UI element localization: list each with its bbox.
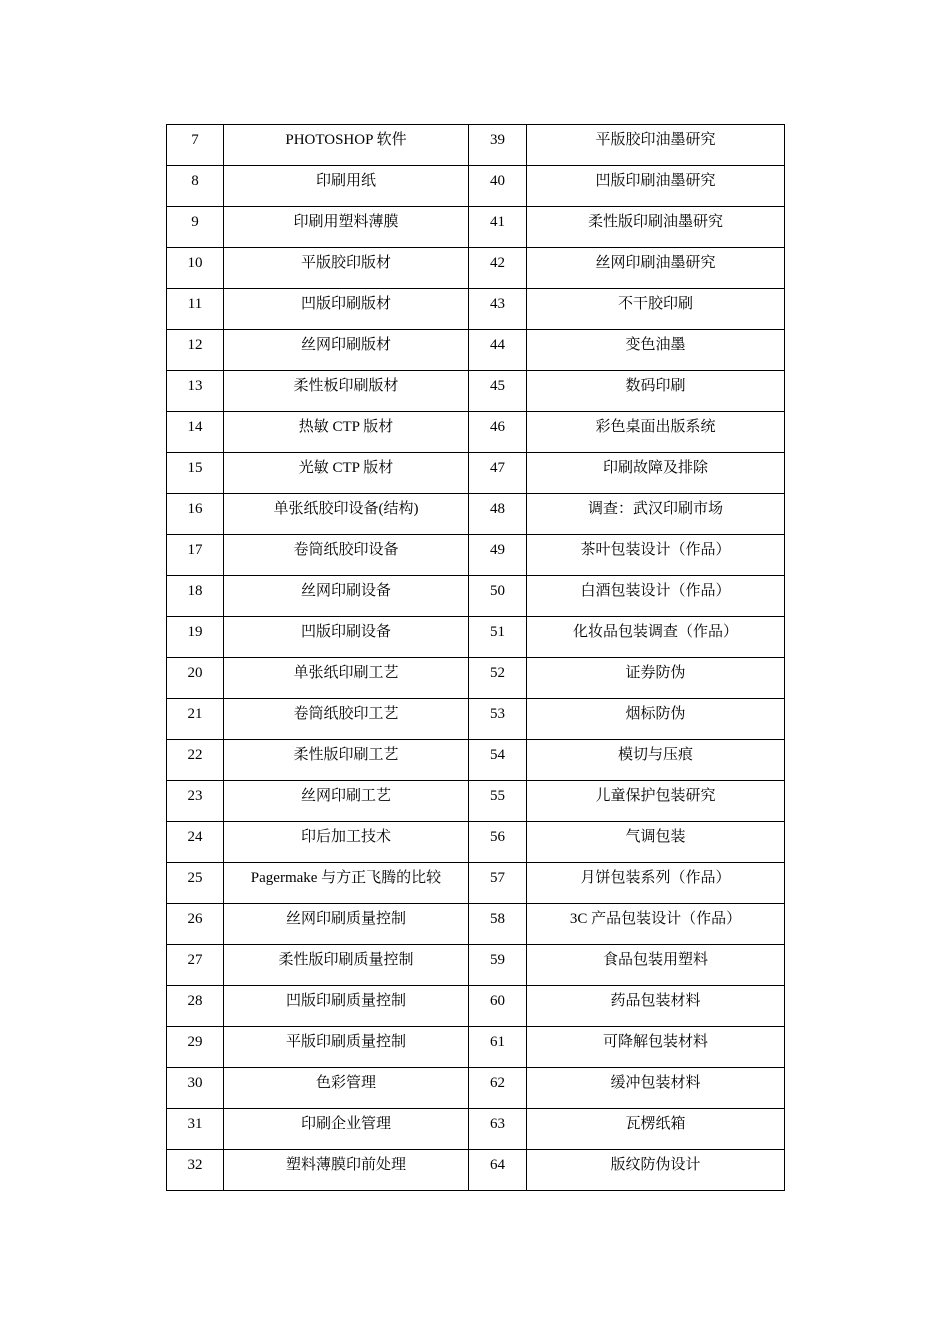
right-title-cell: 茶叶包装设计（作品）: [527, 535, 785, 576]
left-title-cell: 柔性板印刷版材: [224, 371, 469, 412]
table-row: [167, 412, 785, 453]
table-row: [167, 166, 785, 207]
right-title-cell: 食品包装用塑料: [527, 945, 785, 986]
left-title-cell: 柔性版印刷工艺: [224, 740, 469, 781]
right-number-cell: 59: [469, 945, 527, 986]
left-number-cell: 20: [167, 658, 224, 699]
table-row: [167, 1109, 785, 1150]
right-number-cell: 52: [469, 658, 527, 699]
right-title-cell: 数码印刷: [527, 371, 785, 412]
right-number-cell: 53: [469, 699, 527, 740]
left-number-cell: 28: [167, 986, 224, 1027]
left-number-cell: 9: [167, 207, 224, 248]
right-number-cell: 40: [469, 166, 527, 207]
table-row: [167, 494, 785, 535]
table-row: [167, 658, 785, 699]
right-title-cell: 气调包装: [527, 822, 785, 863]
left-title-cell: 印刷企业管理: [224, 1109, 469, 1150]
table-row: [167, 863, 785, 904]
left-title-cell: 凹版印刷质量控制: [224, 986, 469, 1027]
right-number-cell: 58: [469, 904, 527, 945]
left-title-cell: Pagermake 与方正飞腾的比较: [224, 863, 469, 904]
left-title-cell: 平版印刷质量控制: [224, 1027, 469, 1068]
left-number-cell: 26: [167, 904, 224, 945]
table-row: [167, 576, 785, 617]
right-title-cell: 变色油墨: [527, 330, 785, 371]
right-number-cell: 61: [469, 1027, 527, 1068]
left-title-cell: 单张纸印刷工艺: [224, 658, 469, 699]
right-title-cell: 月饼包装系列（作品）: [527, 863, 785, 904]
left-number-cell: 11: [167, 289, 224, 330]
left-number-cell: 24: [167, 822, 224, 863]
right-number-cell: 45: [469, 371, 527, 412]
right-title-cell: 白酒包装设计（作品）: [527, 576, 785, 617]
right-title-cell: 缓冲包装材料: [527, 1068, 785, 1109]
left-title-cell: 热敏 CTP 版材: [224, 412, 469, 453]
table-row: [167, 986, 785, 1027]
left-number-cell: 29: [167, 1027, 224, 1068]
left-title-cell: PHOTOSHOP 软件: [224, 125, 469, 166]
left-number-cell: 13: [167, 371, 224, 412]
left-number-cell: 31: [167, 1109, 224, 1150]
table-row: [167, 248, 785, 289]
right-number-cell: 60: [469, 986, 527, 1027]
table-row: [167, 699, 785, 740]
left-title-cell: 凹版印刷设备: [224, 617, 469, 658]
right-number-cell: 64: [469, 1150, 527, 1191]
left-title-cell: 卷筒纸胶印设备: [224, 535, 469, 576]
right-number-cell: 43: [469, 289, 527, 330]
right-title-cell: 调查：武汉印刷市场: [527, 494, 785, 535]
left-title-cell: 色彩管理: [224, 1068, 469, 1109]
table-row: [167, 330, 785, 371]
left-title-cell: 丝网印刷设备: [224, 576, 469, 617]
left-number-cell: 8: [167, 166, 224, 207]
right-title-cell: 可降解包装材料: [527, 1027, 785, 1068]
right-title-cell: 彩色桌面出版系统: [527, 412, 785, 453]
topic-table-body: [167, 125, 785, 1191]
table-row: [167, 289, 785, 330]
table-row: [167, 781, 785, 822]
right-title-cell: 模切与压痕: [527, 740, 785, 781]
left-title-cell: 单张纸胶印设备(结构): [224, 494, 469, 535]
right-number-cell: 42: [469, 248, 527, 289]
right-number-cell: 56: [469, 822, 527, 863]
left-number-cell: 30: [167, 1068, 224, 1109]
left-number-cell: 32: [167, 1150, 224, 1191]
right-title-cell: 版纹防伪设计: [527, 1150, 785, 1191]
topic-table: [166, 124, 785, 1191]
table-row: [167, 453, 785, 494]
left-title-cell: 卷筒纸胶印工艺: [224, 699, 469, 740]
right-number-cell: 51: [469, 617, 527, 658]
table-row: [167, 207, 785, 248]
right-title-cell: 柔性版印刷油墨研究: [527, 207, 785, 248]
table-row: [167, 1150, 785, 1191]
right-number-cell: 55: [469, 781, 527, 822]
right-number-cell: 48: [469, 494, 527, 535]
right-title-cell: 瓦楞纸箱: [527, 1109, 785, 1150]
right-number-cell: 50: [469, 576, 527, 617]
right-number-cell: 54: [469, 740, 527, 781]
table-row: [167, 740, 785, 781]
left-number-cell: 21: [167, 699, 224, 740]
right-number-cell: 46: [469, 412, 527, 453]
right-number-cell: 49: [469, 535, 527, 576]
left-number-cell: 14: [167, 412, 224, 453]
left-title-cell: 塑料薄膜印前处理: [224, 1150, 469, 1191]
right-number-cell: 57: [469, 863, 527, 904]
left-number-cell: 16: [167, 494, 224, 535]
table-row: [167, 945, 785, 986]
table-row: [167, 125, 785, 166]
left-title-cell: 印刷用纸: [224, 166, 469, 207]
table-row: [167, 822, 785, 863]
table-row: [167, 535, 785, 576]
left-number-cell: 15: [167, 453, 224, 494]
left-title-cell: 丝网印刷工艺: [224, 781, 469, 822]
right-number-cell: 63: [469, 1109, 527, 1150]
left-title-cell: 平版胶印版材: [224, 248, 469, 289]
left-title-cell: 柔性版印刷质量控制: [224, 945, 469, 986]
left-title-cell: 光敏 CTP 版材: [224, 453, 469, 494]
right-title-cell: 丝网印刷油墨研究: [527, 248, 785, 289]
left-number-cell: 10: [167, 248, 224, 289]
right-title-cell: 药品包装材料: [527, 986, 785, 1027]
right-title-cell: 烟标防伪: [527, 699, 785, 740]
right-number-cell: 44: [469, 330, 527, 371]
left-number-cell: 17: [167, 535, 224, 576]
table-row: [167, 904, 785, 945]
right-title-cell: 证券防伪: [527, 658, 785, 699]
right-number-cell: 39: [469, 125, 527, 166]
left-number-cell: 23: [167, 781, 224, 822]
left-title-cell: 丝网印刷版材: [224, 330, 469, 371]
right-number-cell: 47: [469, 453, 527, 494]
right-title-cell: 印刷故障及排除: [527, 453, 785, 494]
left-number-cell: 25: [167, 863, 224, 904]
left-title-cell: 印后加工技术: [224, 822, 469, 863]
left-number-cell: 22: [167, 740, 224, 781]
right-number-cell: 62: [469, 1068, 527, 1109]
right-number-cell: 41: [469, 207, 527, 248]
left-number-cell: 18: [167, 576, 224, 617]
left-title-cell: 丝网印刷质量控制: [224, 904, 469, 945]
left-number-cell: 19: [167, 617, 224, 658]
right-title-cell: 凹版印刷油墨研究: [527, 166, 785, 207]
right-title-cell: 不干胶印刷: [527, 289, 785, 330]
left-number-cell: 7: [167, 125, 224, 166]
table-row: [167, 371, 785, 412]
table-row: [167, 617, 785, 658]
table-row: [167, 1068, 785, 1109]
table-row: [167, 1027, 785, 1068]
left-title-cell: 凹版印刷版材: [224, 289, 469, 330]
right-title-cell: 化妆品包装调查（作品）: [527, 617, 785, 658]
right-title-cell: 3C 产品包装设计（作品）: [527, 904, 785, 945]
right-title-cell: 平版胶印油墨研究: [527, 125, 785, 166]
left-number-cell: 12: [167, 330, 224, 371]
left-title-cell: 印刷用塑料薄膜: [224, 207, 469, 248]
right-title-cell: 儿童保护包装研究: [527, 781, 785, 822]
left-number-cell: 27: [167, 945, 224, 986]
